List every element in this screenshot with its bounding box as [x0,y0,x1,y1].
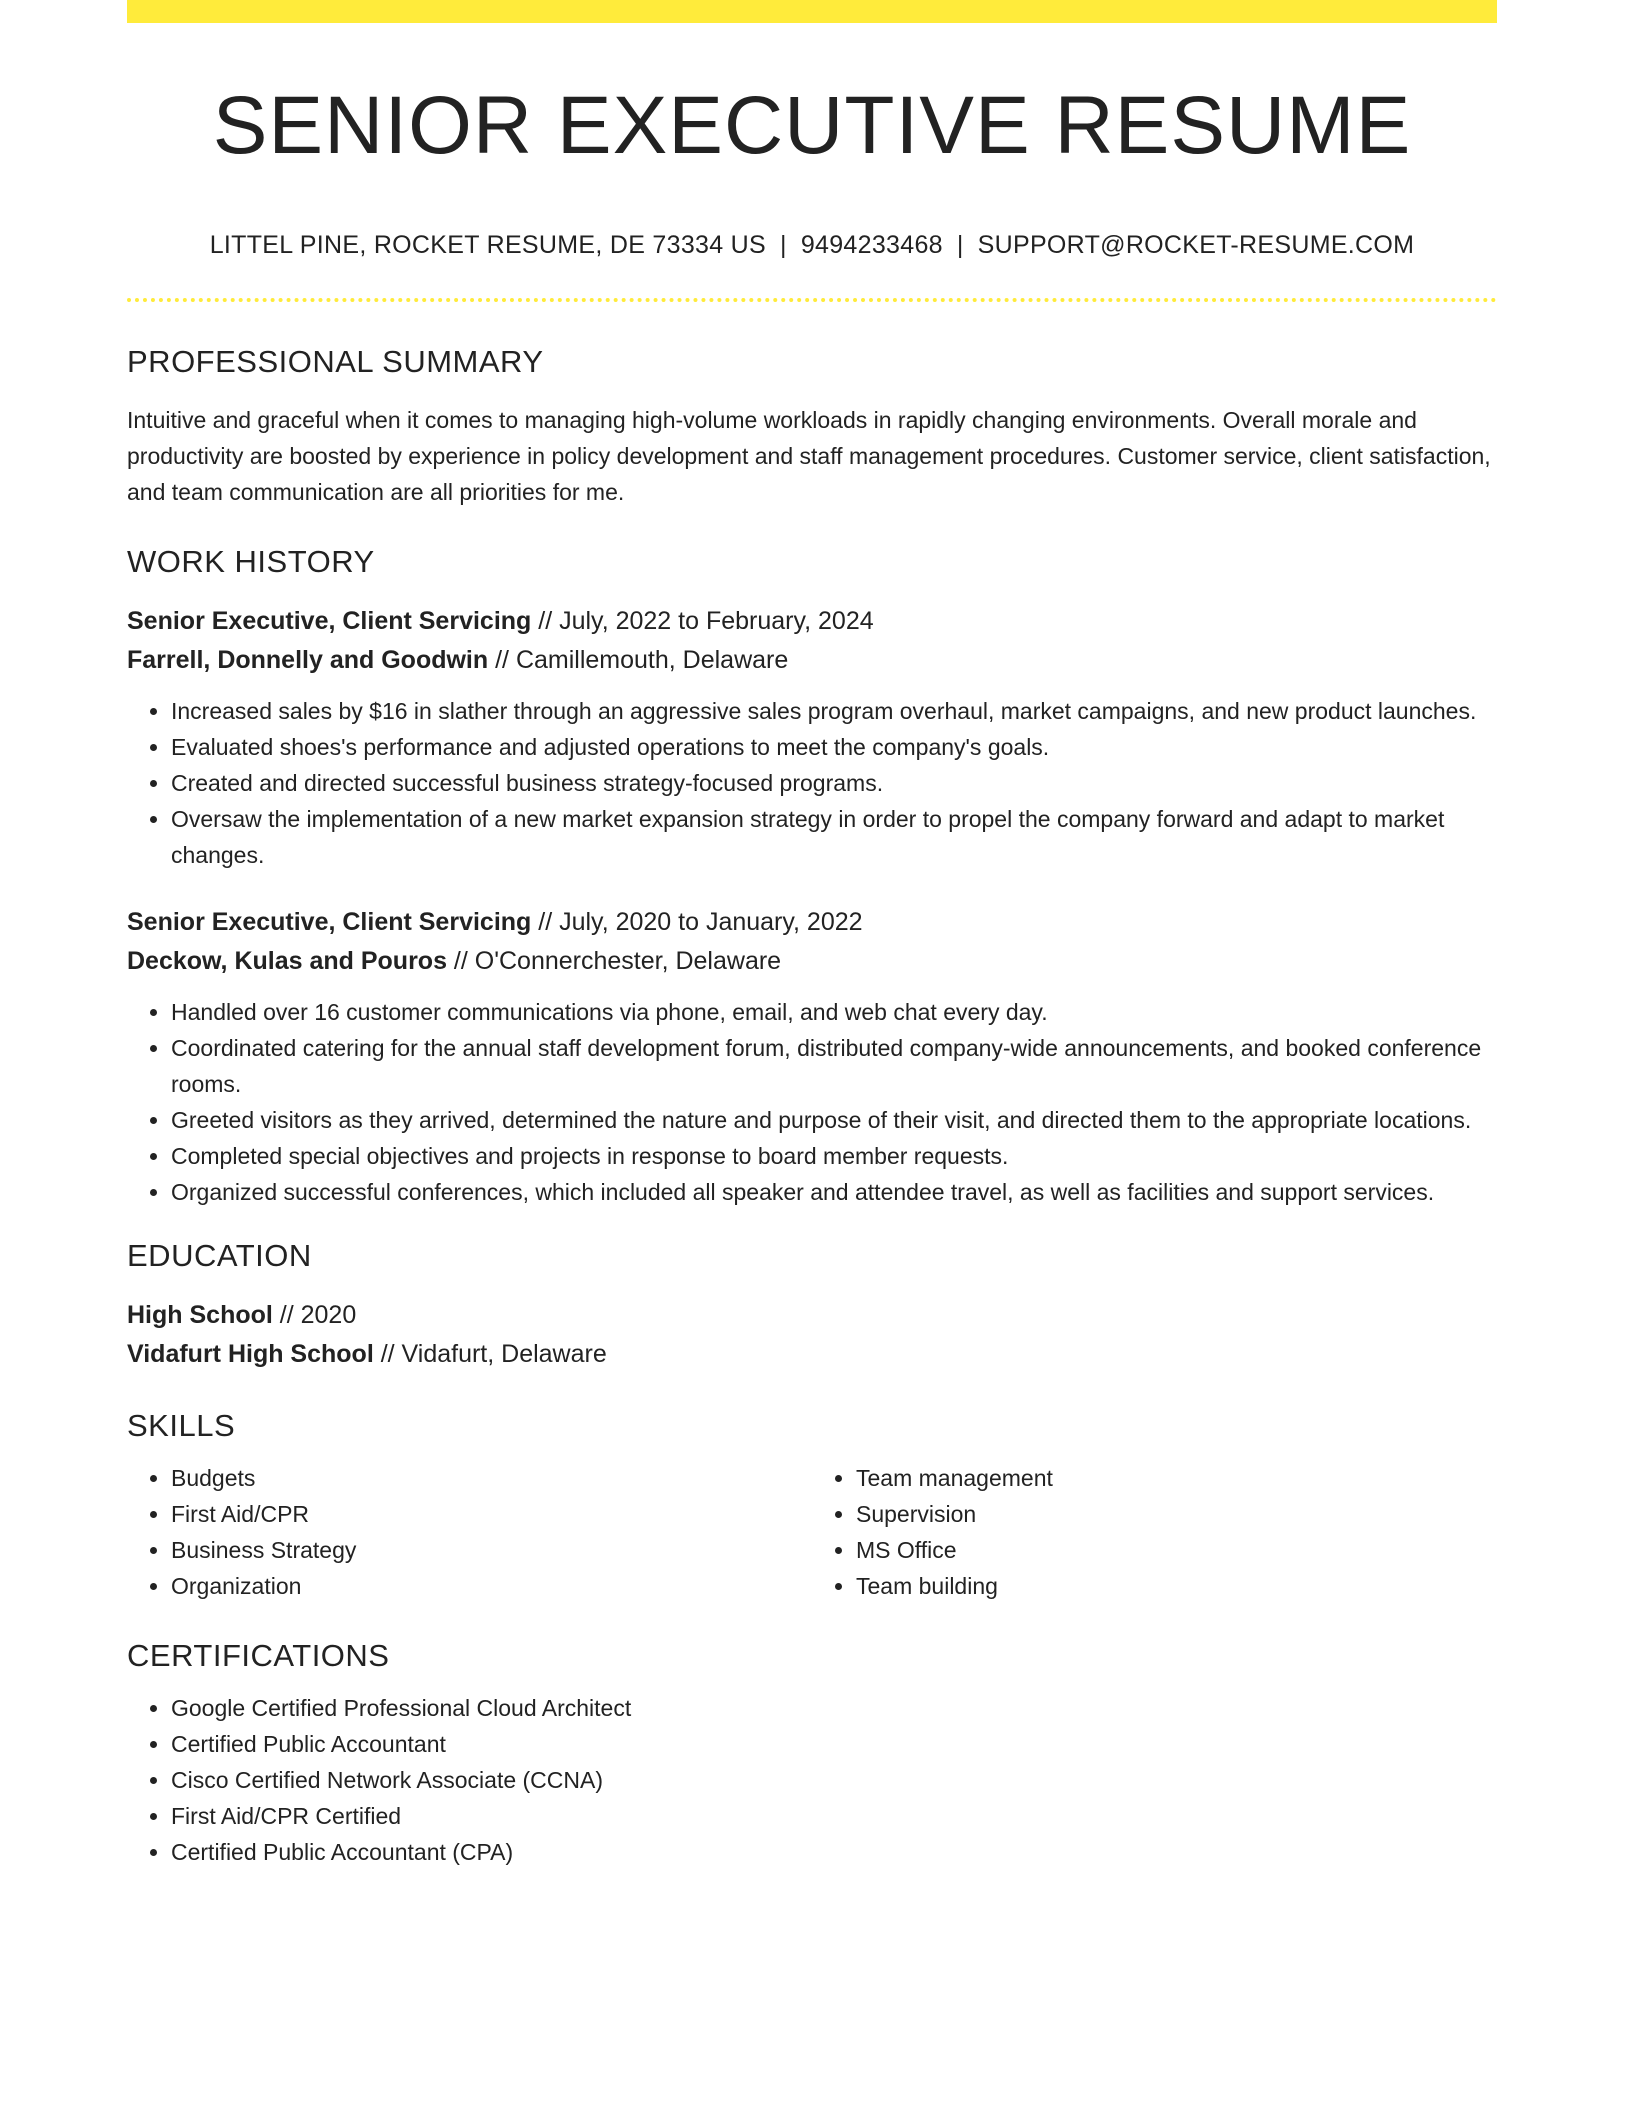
list-item: • Completed special objectives and projects in response to board member requests. [171,1138,1497,1174]
accent-bar [127,0,1497,23]
job-company: Deckow, Kulas and Pouros [127,947,447,976]
list-item: • Increased sales by $16 in slather through an aggressive sales program overhaul, market campaigns, and new product launches. [171,693,1497,729]
job-company-line [127,942,1497,981]
list-item: • Supervision [856,1496,1497,1532]
education-entry [127,1296,1497,1374]
separator: | [780,231,787,260]
job-position: Senior Executive, Client Servicing [127,908,532,937]
job-title-line [127,903,1497,942]
resume-page [127,0,1497,1870]
dotted-divider [127,298,1497,302]
education-heading: EDUCATION [127,1238,312,1274]
job-dates: // July, 2020 to January, 2022 [531,908,863,937]
list-item: • Evaluated shoes's performance and adjusted operations to meet the company's goals. [171,729,1497,765]
contact-line [127,231,1497,260]
job-company: Farrell, Donnelly and Goodwin [127,646,489,675]
list-item: • Oversaw the implementation of a new market expansion strategy in order to propel the company forward and adapt to market changes. [171,801,1497,873]
list-item: • First Aid/CPR Certified [171,1798,1497,1834]
list-item: • Business Strategy [171,1532,812,1568]
list-item: • Team building [856,1568,1497,1604]
list-item: • Google Certified Professional Cloud Architect [171,1690,1497,1726]
education-year: // 2020 [272,1301,357,1330]
list-item: • Certified Public Accountant (CPA) [171,1834,1497,1870]
job-entry [127,903,1497,1210]
job-dates: // July, 2022 to February, 2024 [531,607,874,636]
job-bullets [127,693,1497,873]
school-name: Vidafurt High School [127,1340,374,1369]
list-item: • Organization [171,1568,812,1604]
job-position: Senior Executive, Client Servicing [127,607,532,636]
list-item: • MS Office [856,1532,1497,1568]
job-location: // O'Connerchester, Delaware [446,947,782,976]
separator: | [956,231,964,260]
resume-title: SENIOR EXECUTIVE RESUME [212,80,1412,171]
job-entry [127,602,1497,873]
job-bullets [127,994,1497,1210]
list-item: • Organized successful conferences, which included all speaker and attendee travel, as well as facilities and support services. [171,1174,1497,1210]
job-company-line [127,641,1497,680]
email: SUPPORT@ROCKET-RESUME.COM [977,231,1415,260]
degree: High School [127,1301,273,1330]
school-location: // Vidafurt, Delaware [373,1340,607,1369]
phone: 9494233468 [800,231,943,260]
skills-heading: SKILLS [127,1408,236,1444]
school-line [127,1335,1497,1374]
job-location: // Camillemouth, Delaware [488,646,789,675]
list-item: • Greeted visitors as they arrived, determined the nature and purpose of their visit, and directed them to the appropriate locations. [171,1102,1497,1138]
list-item: • Certified Public Accountant [171,1726,1497,1762]
skills-columns [127,1460,1497,1604]
work-history-heading: WORK HISTORY [127,544,375,580]
list-item: • Created and directed successful business strategy-focused programs. [171,765,1497,801]
list-item: • Coordinated catering for the annual staff development forum, distributed company-wide announcements, and booked conference rooms. [171,1030,1497,1102]
summary-heading: PROFESSIONAL SUMMARY [127,344,544,380]
skills-list-right [812,1460,1497,1604]
skills-list-left [127,1460,812,1604]
certifications-list [127,1690,1497,1870]
summary-text: Intuitive and graceful when it comes to managing high-volume workloads in rapidly changing environments. Overall morale and productivity are boosted by experience in policy development and staff management procedures. Customer service, client satisfaction, and team communication are all priorities for me. [127,407,1491,506]
list-item: • Team management [856,1460,1497,1496]
list-item: • Budgets [171,1460,812,1496]
list-item: • Handled over 16 customer communications via phone, email, and web chat every day. [171,994,1497,1030]
certifications-heading: CERTIFICATIONS [127,1638,390,1674]
address: LITTEL PINE, ROCKET RESUME, DE 73334 US [209,231,767,260]
degree-line [127,1296,1497,1335]
list-item: • Cisco Certified Network Associate (CCNA) [171,1762,1497,1798]
list-item: • First Aid/CPR [171,1496,812,1532]
job-title-line [127,602,1497,641]
